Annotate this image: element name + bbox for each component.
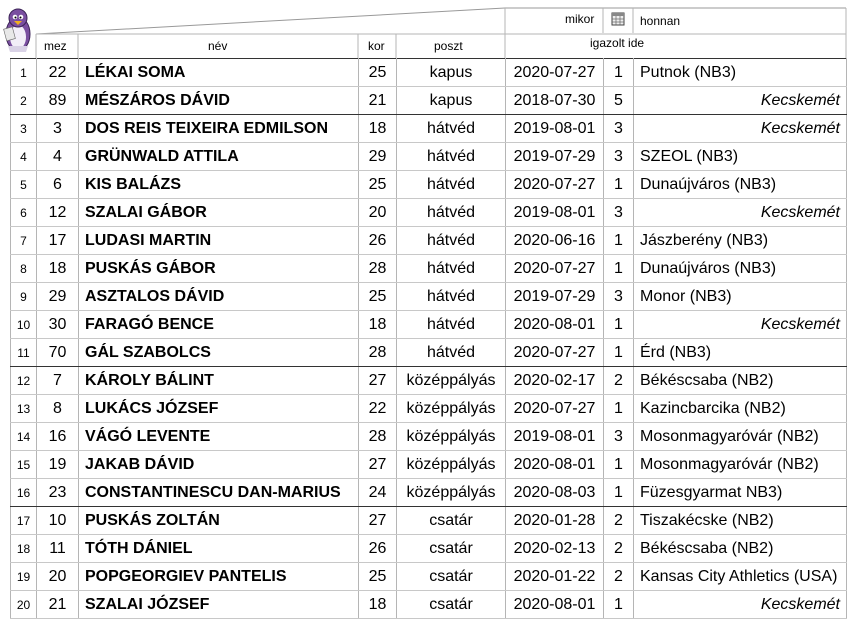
table-row xyxy=(11,311,847,339)
from-club: Putnok (NB3) xyxy=(634,59,847,87)
row-index: 8 xyxy=(11,255,37,283)
row-index: 1 xyxy=(11,59,37,87)
signed-count: 3 xyxy=(604,423,634,451)
player-age: 25 xyxy=(359,171,397,199)
signed-count: 1 xyxy=(604,59,634,87)
player-name: POPGEORGIEV PANTELIS xyxy=(79,563,359,591)
row-index: 7 xyxy=(11,227,37,255)
jersey-number: 18 xyxy=(37,255,79,283)
player-age: 27 xyxy=(359,451,397,479)
player-position: hátvéd xyxy=(397,255,506,283)
player-position: hátvéd xyxy=(397,199,506,227)
signed-date: 2020-08-03 xyxy=(506,479,604,507)
from-club: Mosonmagyaróvár (NB2) xyxy=(634,423,847,451)
player-age: 28 xyxy=(359,423,397,451)
signed-count: 3 xyxy=(604,115,634,143)
player-name: TÓTH DÁNIEL xyxy=(79,535,359,563)
col-header-mikor: mikor xyxy=(565,12,595,26)
player-position: hátvéd xyxy=(397,339,506,367)
jersey-number: 30 xyxy=(37,311,79,339)
jersey-number: 12 xyxy=(37,199,79,227)
player-name: VÁGÓ LEVENTE xyxy=(79,423,359,451)
from-club: Kecskemét xyxy=(634,591,847,619)
jersey-number: 70 xyxy=(37,339,79,367)
calendar-icon xyxy=(611,12,625,26)
table-row xyxy=(11,87,847,115)
player-age: 24 xyxy=(359,479,397,507)
player-age: 18 xyxy=(359,115,397,143)
row-index: 10 xyxy=(11,311,37,339)
from-club: Kecskemét xyxy=(634,87,847,115)
from-club: Kecskemét xyxy=(634,115,847,143)
table-row xyxy=(11,339,847,367)
signed-count: 2 xyxy=(604,535,634,563)
table-row xyxy=(11,507,847,535)
from-club: Mosonmagyaróvár (NB2) xyxy=(634,451,847,479)
jersey-number: 3 xyxy=(37,115,79,143)
player-name: GÁL SZABOLCS xyxy=(79,339,359,367)
player-name: SZALAI JÓZSEF xyxy=(79,591,359,619)
jersey-number: 23 xyxy=(37,479,79,507)
from-club: Monor (NB3) xyxy=(634,283,847,311)
jersey-number: 11 xyxy=(37,535,79,563)
row-index: 16 xyxy=(11,479,37,507)
row-index: 5 xyxy=(11,171,37,199)
col-header-honnan: honnan xyxy=(640,14,681,28)
signed-date: 2020-01-22 xyxy=(506,563,604,591)
player-position: hátvéd xyxy=(397,283,506,311)
player-age: 25 xyxy=(359,59,397,87)
from-club: Dunaújváros (NB3) xyxy=(634,171,847,199)
signed-date: 2019-08-01 xyxy=(506,115,604,143)
table-row xyxy=(11,59,847,87)
signed-date: 2018-07-30 xyxy=(506,87,604,115)
row-index: 17 xyxy=(11,507,37,535)
jersey-number: 89 xyxy=(37,87,79,115)
table-row xyxy=(11,395,847,423)
player-position: hátvéd xyxy=(397,171,506,199)
player-name: LUKÁCS JÓZSEF xyxy=(79,395,359,423)
from-club: Kecskemét xyxy=(634,199,847,227)
signed-date: 2020-02-13 xyxy=(506,535,604,563)
signed-date: 2020-07-27 xyxy=(506,59,604,87)
jersey-number: 6 xyxy=(37,171,79,199)
player-name: LUDASI MARTIN xyxy=(79,227,359,255)
player-position: csatár xyxy=(397,535,506,563)
jersey-number: 21 xyxy=(37,591,79,619)
from-club: Kazincbarcika (NB2) xyxy=(634,395,847,423)
table-row xyxy=(11,423,847,451)
player-position: középpályás xyxy=(397,367,506,395)
signed-date: 2020-08-01 xyxy=(506,311,604,339)
player-name: LÉKAI SOMA xyxy=(79,59,359,87)
player-position: csatár xyxy=(397,591,506,619)
player-position: kapus xyxy=(397,87,506,115)
row-index: 2 xyxy=(11,87,37,115)
from-club: Érd (NB3) xyxy=(634,339,847,367)
player-age: 18 xyxy=(359,591,397,619)
jersey-number: 7 xyxy=(37,367,79,395)
signed-date: 2020-07-27 xyxy=(506,171,604,199)
row-index: 13 xyxy=(11,395,37,423)
signed-count: 1 xyxy=(604,255,634,283)
table-row xyxy=(11,199,847,227)
player-name: CONSTANTINESCU DAN-MARIUS xyxy=(79,479,359,507)
col-header-kor: kor xyxy=(368,39,385,53)
signed-count: 2 xyxy=(604,507,634,535)
table-row xyxy=(11,479,847,507)
signed-date: 2019-07-29 xyxy=(506,143,604,171)
signed-date: 2020-07-27 xyxy=(506,255,604,283)
jersey-number: 17 xyxy=(37,227,79,255)
jersey-number: 22 xyxy=(37,59,79,87)
from-club: Kecskemét xyxy=(634,311,847,339)
row-index: 19 xyxy=(11,563,37,591)
signed-date: 2020-07-27 xyxy=(506,339,604,367)
row-index: 6 xyxy=(11,199,37,227)
signed-count: 3 xyxy=(604,283,634,311)
table-row xyxy=(11,367,847,395)
player-name: KÁROLY BÁLINT xyxy=(79,367,359,395)
row-index: 15 xyxy=(11,451,37,479)
from-club: Békéscsaba (NB2) xyxy=(634,367,847,395)
signed-count: 1 xyxy=(604,479,634,507)
player-position: hátvéd xyxy=(397,143,506,171)
from-club: Tiszakécske (NB2) xyxy=(634,507,847,535)
jersey-number: 20 xyxy=(37,563,79,591)
signed-count: 1 xyxy=(604,591,634,619)
signed-count: 3 xyxy=(604,199,634,227)
player-name: ASZTALOS DÁVID xyxy=(79,283,359,311)
table-row xyxy=(11,227,847,255)
from-club: Jászberény (NB3) xyxy=(634,227,847,255)
row-index: 11 xyxy=(11,339,37,367)
signed-date: 2020-06-16 xyxy=(506,227,604,255)
signed-count: 1 xyxy=(604,451,634,479)
player-name: SZALAI GÁBOR xyxy=(79,199,359,227)
player-age: 25 xyxy=(359,563,397,591)
table-row xyxy=(11,283,847,311)
row-index: 3 xyxy=(11,115,37,143)
player-position: középpályás xyxy=(397,451,506,479)
from-club: Füzesgyarmat NB3) xyxy=(634,479,847,507)
player-position: csatár xyxy=(397,507,506,535)
player-age: 26 xyxy=(359,227,397,255)
player-name: PUSKÁS GÁBOR xyxy=(79,255,359,283)
row-index: 9 xyxy=(11,283,37,311)
player-position: hátvéd xyxy=(397,227,506,255)
row-index: 4 xyxy=(11,143,37,171)
jersey-number: 19 xyxy=(37,451,79,479)
signed-count: 5 xyxy=(604,87,634,115)
signed-count: 2 xyxy=(604,563,634,591)
player-position: középpályás xyxy=(397,479,506,507)
player-name: MÉSZÁROS DÁVID xyxy=(79,87,359,115)
table-row xyxy=(11,143,847,171)
table-row xyxy=(11,591,847,619)
roster-table xyxy=(10,58,847,619)
signed-date: 2020-07-27 xyxy=(506,395,604,423)
player-position: hátvéd xyxy=(397,115,506,143)
player-name: KIS BALÁZS xyxy=(79,171,359,199)
player-name: FARAGÓ BENCE xyxy=(79,311,359,339)
signed-date: 2019-07-29 xyxy=(506,283,604,311)
signed-count: 1 xyxy=(604,171,634,199)
table-row xyxy=(11,535,847,563)
signed-date: 2020-08-01 xyxy=(506,451,604,479)
signed-date: 2019-08-01 xyxy=(506,423,604,451)
player-age: 25 xyxy=(359,283,397,311)
player-age: 27 xyxy=(359,507,397,535)
signed-count: 1 xyxy=(604,311,634,339)
jersey-number: 8 xyxy=(37,395,79,423)
player-age: 18 xyxy=(359,311,397,339)
player-age: 28 xyxy=(359,255,397,283)
signed-count: 1 xyxy=(604,227,634,255)
player-position: középpályás xyxy=(397,395,506,423)
jersey-number: 10 xyxy=(37,507,79,535)
col-header-poszt: poszt xyxy=(434,39,463,53)
signed-date: 2020-02-17 xyxy=(506,367,604,395)
jersey-number: 16 xyxy=(37,423,79,451)
row-index: 12 xyxy=(11,367,37,395)
signed-count: 1 xyxy=(604,339,634,367)
row-index: 18 xyxy=(11,535,37,563)
col-header-mez: mez xyxy=(44,39,67,53)
table-row xyxy=(11,115,847,143)
player-age: 22 xyxy=(359,395,397,423)
signed-date: 2020-01-28 xyxy=(506,507,604,535)
col-header-nev: név xyxy=(208,39,228,53)
table-row xyxy=(11,451,847,479)
player-position: csatár xyxy=(397,563,506,591)
player-age: 21 xyxy=(359,87,397,115)
from-club: Békéscsaba (NB2) xyxy=(634,535,847,563)
table-header-lines xyxy=(0,0,854,60)
signed-count: 3 xyxy=(604,143,634,171)
player-position: kapus xyxy=(397,59,506,87)
player-age: 27 xyxy=(359,367,397,395)
player-position: középpályás xyxy=(397,423,506,451)
signed-count: 1 xyxy=(604,395,634,423)
player-name: GRÜNWALD ATTILA xyxy=(79,143,359,171)
from-club: SZEOL (NB3) xyxy=(634,143,847,171)
signed-date: 2020-08-01 xyxy=(506,591,604,619)
player-name: PUSKÁS ZOLTÁN xyxy=(79,507,359,535)
row-index: 14 xyxy=(11,423,37,451)
player-age: 28 xyxy=(359,339,397,367)
jersey-number: 29 xyxy=(37,283,79,311)
col-header-igazolt: igazolt ide xyxy=(590,36,645,50)
row-index: 20 xyxy=(11,591,37,619)
table-row xyxy=(11,563,847,591)
from-club: Kansas City Athletics (USA) xyxy=(634,563,847,591)
player-position: hátvéd xyxy=(397,311,506,339)
table-row xyxy=(11,171,847,199)
from-club: Dunaújváros (NB3) xyxy=(634,255,847,283)
player-age: 20 xyxy=(359,199,397,227)
signed-count: 2 xyxy=(604,367,634,395)
jersey-number: 4 xyxy=(37,143,79,171)
signed-date: 2019-08-01 xyxy=(506,199,604,227)
table-row xyxy=(11,255,847,283)
player-name: JAKAB DÁVID xyxy=(79,451,359,479)
player-age: 26 xyxy=(359,535,397,563)
player-age: 29 xyxy=(359,143,397,171)
player-name: DOS REIS TEIXEIRA EDMILSON xyxy=(79,115,359,143)
